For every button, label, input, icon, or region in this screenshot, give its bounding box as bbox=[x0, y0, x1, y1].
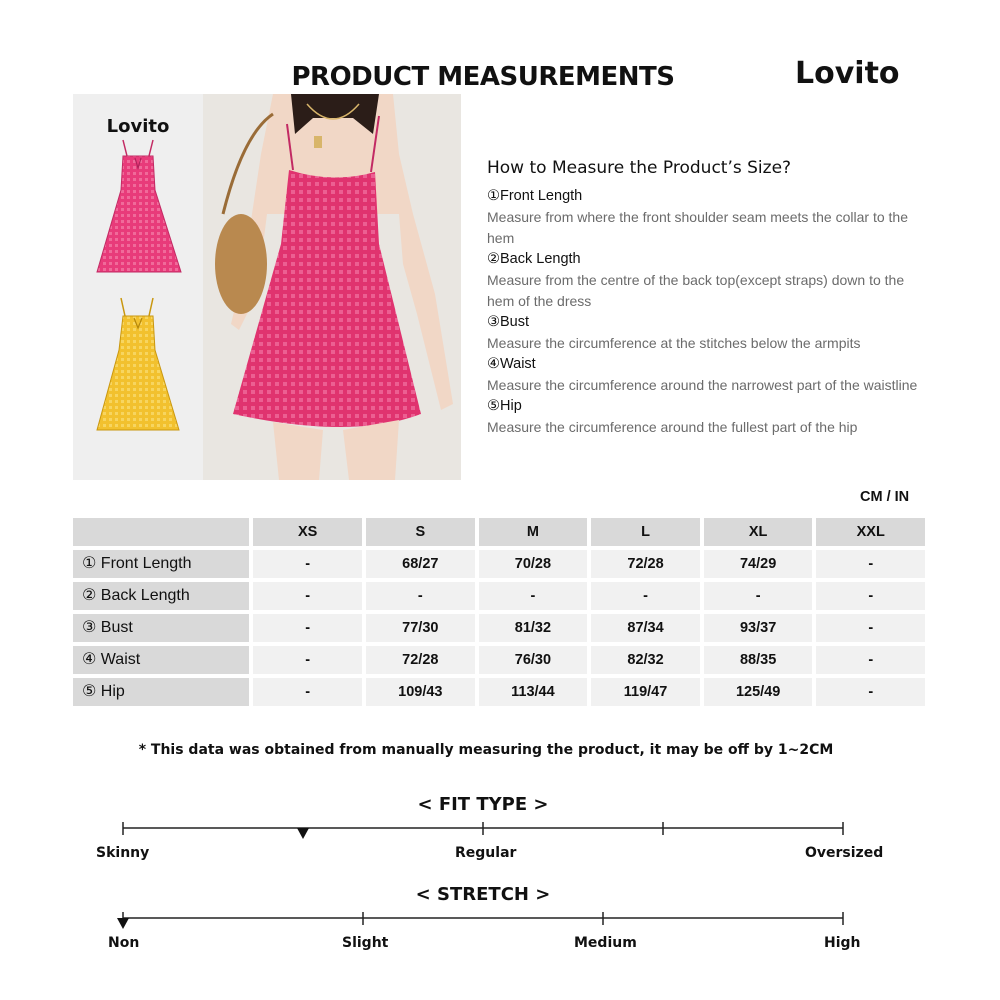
table-cell: - bbox=[816, 678, 925, 706]
stretch-title: < STRETCH > bbox=[415, 884, 551, 905]
table-cell: - bbox=[479, 582, 588, 610]
table-cell: - bbox=[253, 614, 362, 642]
measure-item-title: ①Front Length bbox=[487, 188, 583, 204]
table-row-label: ③ Bust bbox=[73, 614, 249, 642]
measure-item bbox=[487, 249, 927, 312]
measure-item-title: ②Back Length bbox=[487, 251, 581, 267]
measure-item-desc: Measure from the centre of the back top(except straps) down to the hem of the dress bbox=[487, 272, 905, 309]
table-cell: 109/43 bbox=[366, 678, 475, 706]
table-header-cell: M bbox=[479, 518, 588, 546]
table-row-label: ⑤ Hip bbox=[73, 678, 249, 706]
yellow-dress-thumb bbox=[97, 298, 179, 430]
stretch-marker-icon bbox=[117, 918, 129, 929]
fit-label-oversized: Oversized bbox=[805, 845, 884, 861]
measure-item-desc: Measure the circumference around the fullest part of the hip bbox=[487, 419, 858, 435]
table-cell: - bbox=[591, 582, 700, 610]
table-cell: - bbox=[366, 582, 475, 610]
table-row bbox=[73, 614, 925, 642]
table-cell: - bbox=[816, 646, 925, 674]
unit-label: CM / IN bbox=[860, 489, 910, 505]
stretch-scale bbox=[100, 912, 860, 936]
how-to-measure-section bbox=[487, 158, 927, 438]
table-header-cell bbox=[73, 518, 249, 546]
measure-item bbox=[487, 312, 927, 354]
fit-label-regular: Regular bbox=[455, 845, 517, 861]
table-cell: - bbox=[816, 582, 925, 610]
size-table bbox=[73, 518, 925, 710]
table-header-cell: XXL bbox=[816, 518, 925, 546]
measure-item-title: ⑤Hip bbox=[487, 398, 522, 414]
table-row bbox=[73, 646, 925, 674]
measure-item-desc: Measure the circumference at the stitches below the armpits bbox=[487, 335, 861, 351]
table-cell: 82/32 bbox=[591, 646, 700, 674]
color-thumbnails bbox=[73, 94, 203, 480]
brand-logo: Lovito bbox=[795, 56, 900, 91]
table-cell: 119/47 bbox=[591, 678, 700, 706]
measure-item-desc: Measure the circumference around the narrowest part of the waistline bbox=[487, 377, 918, 393]
table-cell: 87/34 bbox=[591, 614, 700, 642]
measure-item bbox=[487, 396, 927, 438]
table-cell: 70/28 bbox=[479, 550, 588, 578]
table-cell: 68/27 bbox=[366, 550, 475, 578]
stretch-label-high: High bbox=[824, 935, 861, 951]
table-cell: 125/49 bbox=[704, 678, 813, 706]
pink-dress-thumb bbox=[97, 140, 181, 272]
table-header-cell: S bbox=[366, 518, 475, 546]
page-title: PRODUCT MEASUREMENTS bbox=[291, 62, 675, 92]
table-cell: - bbox=[704, 582, 813, 610]
table-header-cell: XS bbox=[253, 518, 362, 546]
table-cell: 93/37 bbox=[704, 614, 813, 642]
table-row-label: ② Back Length bbox=[73, 582, 249, 610]
how-to-heading: How to Measure the Product’s Size? bbox=[487, 158, 792, 178]
model-dress-illustration bbox=[203, 94, 461, 480]
fit-label-skinny: Skinny bbox=[96, 845, 150, 861]
table-cell: 76/30 bbox=[479, 646, 588, 674]
table-cell: - bbox=[253, 646, 362, 674]
table-cell: 81/32 bbox=[479, 614, 588, 642]
table-row bbox=[73, 550, 925, 578]
table-cell: 113/44 bbox=[479, 678, 588, 706]
fit-type-scale bbox=[100, 822, 860, 846]
dress-thumbnails-illustration bbox=[73, 94, 203, 480]
measure-item-desc: Measure from where the front shoulder seam meets the collar to the hem bbox=[487, 209, 908, 246]
measurement-note: * This data was obtained from manually measuring the product, it may be off by 1~2CM bbox=[138, 742, 834, 758]
stretch-label-slight: Slight bbox=[342, 935, 389, 951]
measure-item bbox=[487, 186, 927, 249]
table-header-cell: XL bbox=[704, 518, 813, 546]
fit-type-title: < FIT TYPE > bbox=[417, 794, 549, 815]
table-cell: 72/28 bbox=[366, 646, 475, 674]
thumb-brand-logo: Lovito bbox=[106, 116, 170, 137]
table-row-label: ① Front Length bbox=[73, 550, 249, 578]
measure-item bbox=[487, 354, 927, 396]
table-row bbox=[73, 678, 925, 706]
table-row bbox=[73, 582, 925, 610]
table-cell: - bbox=[816, 614, 925, 642]
fit-type-marker-icon bbox=[297, 828, 309, 839]
table-header-cell: L bbox=[591, 518, 700, 546]
table-cell: - bbox=[253, 582, 362, 610]
table-cell: - bbox=[816, 550, 925, 578]
table-cell: 74/29 bbox=[704, 550, 813, 578]
stretch-label-medium: Medium bbox=[574, 935, 637, 951]
measure-item-title: ④Waist bbox=[487, 356, 536, 372]
table-row-label: ④ Waist bbox=[73, 646, 249, 674]
table-cell: - bbox=[253, 678, 362, 706]
table-cell: - bbox=[253, 550, 362, 578]
table-cell: 88/35 bbox=[704, 646, 813, 674]
model-photo bbox=[203, 94, 461, 480]
stretch-label-non: Non bbox=[108, 935, 140, 951]
table-cell: 72/28 bbox=[591, 550, 700, 578]
table-cell: 77/30 bbox=[366, 614, 475, 642]
measure-item-title: ③Bust bbox=[487, 314, 530, 330]
table-header-row bbox=[73, 518, 925, 546]
